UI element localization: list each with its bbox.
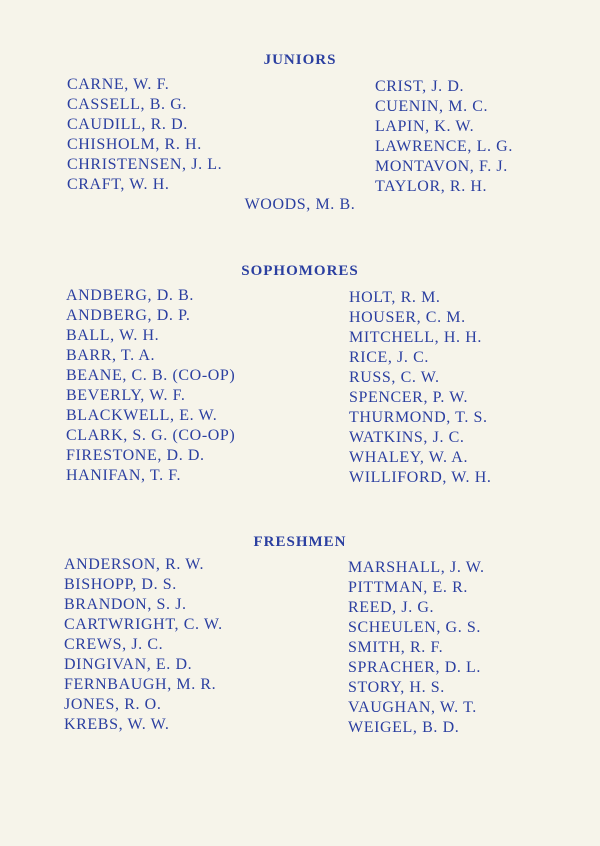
freshmen-heading: FRESHMEN <box>253 534 347 550</box>
student-name: KREBS, W. W. <box>64 716 170 733</box>
student-name: WILLIFORD, W. H. <box>349 469 492 486</box>
student-name: HOLT, R. M. <box>349 289 441 306</box>
student-name: CARNE, W. F. <box>67 76 170 93</box>
student-name: SPRACHER, D. L. <box>348 659 482 676</box>
student-name: ANDERSON, R. W. <box>64 556 205 573</box>
student-name: WEIGEL, B. D. <box>348 719 460 736</box>
student-name: ANDBERG, D. B. <box>66 287 194 304</box>
student-name: CREWS, J. C. <box>64 636 164 653</box>
student-name: THURMOND, T. S. <box>349 409 488 426</box>
student-name: LAWRENCE, L. G. <box>375 138 513 155</box>
student-name: FIRESTONE, D. D. <box>66 447 205 464</box>
student-name: SCHEULEN, G. S. <box>348 619 482 636</box>
student-name: CASSELL, B. G. <box>67 96 187 113</box>
student-name: RUSS, C. W. <box>349 369 440 386</box>
student-name: MITCHELL, H. H. <box>349 329 482 346</box>
student-name: MONTAVON, F. J. <box>375 158 508 175</box>
sophomores-heading: SOPHOMORES <box>241 263 359 279</box>
student-name: JONES, R. O. <box>64 696 162 713</box>
sophomores-right-column <box>349 288 491 488</box>
student-name: HOUSER, C. M. <box>349 309 466 326</box>
student-name: BLACKWELL, E. W. <box>66 407 218 424</box>
student-name: CUENIN, M. C. <box>375 98 489 115</box>
student-name: MARSHALL, J. W. <box>348 559 485 576</box>
student-name: SPENCER, P. W. <box>349 389 469 406</box>
juniors-left-column <box>67 75 222 195</box>
student-name: CAUDILL, R. D. <box>67 116 188 133</box>
student-name: TAYLOR, R. H. <box>375 178 488 195</box>
student-name: HANIFAN, T. F. <box>66 467 182 484</box>
student-name: CRAFT, W. H. <box>67 176 170 193</box>
juniors-heading: JUNIORS <box>263 52 337 68</box>
student-name: CLARK, S. G. (CO-OP) <box>66 427 236 444</box>
student-name: CRIST, J. D. <box>375 78 465 95</box>
student-name: STORY, H. S. <box>348 679 445 696</box>
student-name: CARTWRIGHT, C. W. <box>64 616 223 633</box>
student-name: WHALEY, W. A. <box>349 449 469 466</box>
student-name: BEVERLY, W. F. <box>66 387 186 404</box>
student-name: ANDBERG, D. P. <box>66 307 191 324</box>
juniors-center-name: WOODS, M. B. <box>244 196 356 213</box>
freshmen-left-column <box>64 555 223 735</box>
student-name: SMITH, R. F. <box>348 639 444 656</box>
student-name: LAPIN, K. W. <box>375 118 475 135</box>
student-name: BALL, W. H. <box>66 327 160 344</box>
student-name: PITTMAN, E. R. <box>348 579 468 596</box>
student-name: DINGIVAN, E. D. <box>64 656 193 673</box>
student-name: VAUGHAN, W. T. <box>348 699 477 716</box>
freshmen-right-column <box>348 558 485 738</box>
student-name: BRANDON, S. J. <box>64 596 187 613</box>
sophomores-left-column <box>66 286 235 486</box>
student-name: REED, J. G. <box>348 599 435 616</box>
student-name: BISHOPP, D. S. <box>64 576 177 593</box>
student-name: CHRISTENSEN, J. L. <box>67 156 223 173</box>
student-name: BEANE, C. B. (CO-OP) <box>66 367 236 384</box>
student-name: CHISHOLM, R. H. <box>67 136 202 153</box>
student-name: RICE, J. C. <box>349 349 429 366</box>
student-name: FERNBAUGH, M. R. <box>64 676 217 693</box>
student-name: BARR, T. A. <box>66 347 156 364</box>
student-name: WATKINS, J. C. <box>349 429 465 446</box>
juniors-right-column <box>375 77 513 197</box>
